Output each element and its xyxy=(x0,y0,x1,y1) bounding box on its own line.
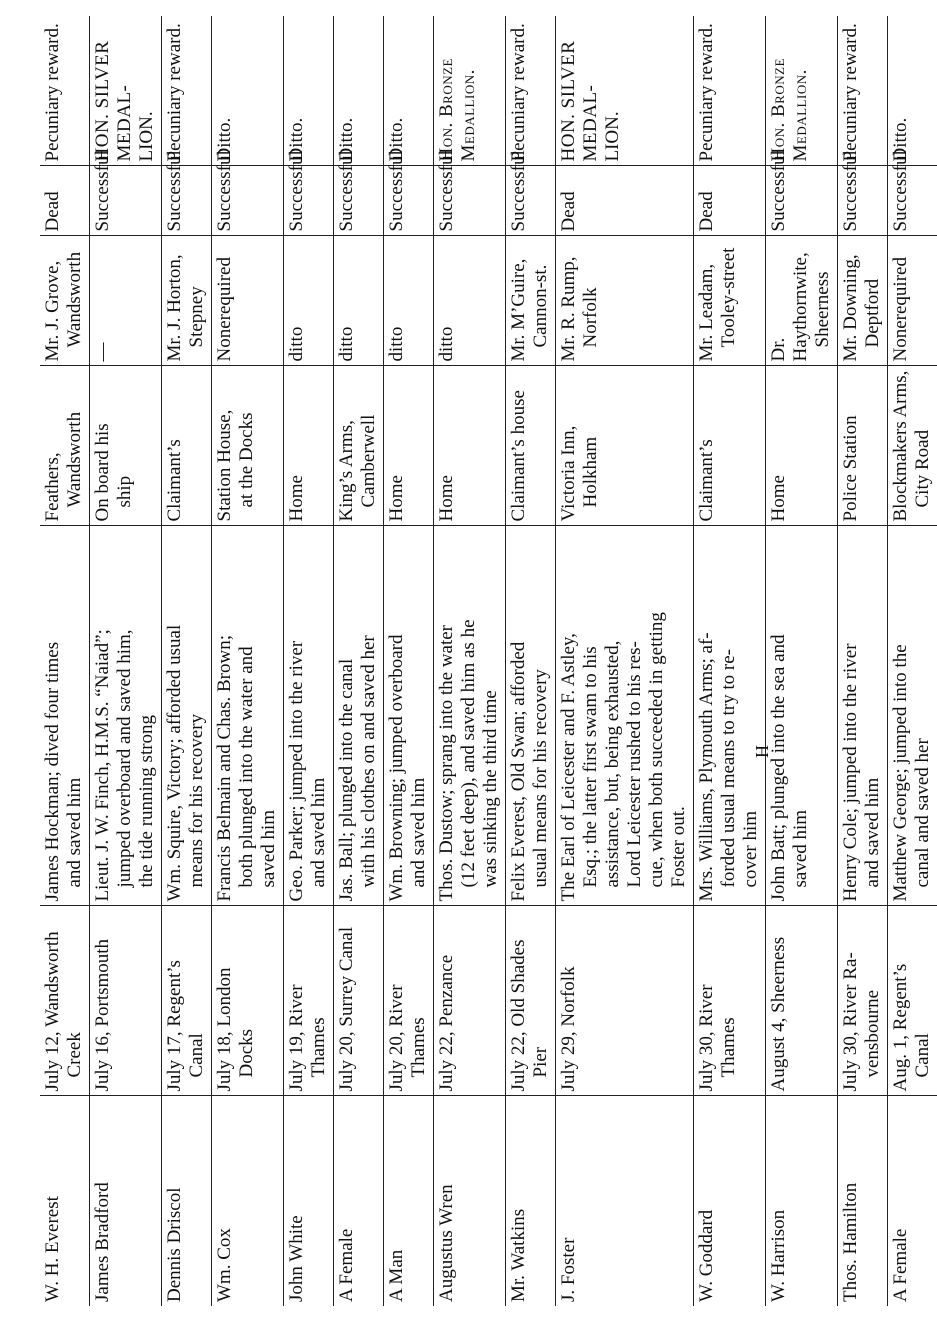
date-place-cell xyxy=(384,906,434,1096)
witness-cell xyxy=(556,236,694,366)
cell-line: Mr. J. Horton, xyxy=(164,254,185,362)
witness-cell xyxy=(384,236,434,366)
cell-line: Station House, xyxy=(214,409,235,522)
date-place-cell xyxy=(766,906,838,1096)
rescued-name-cell xyxy=(334,1096,384,1306)
cell-line: Wandsworth xyxy=(64,251,85,348)
cell-line: Ditto. xyxy=(336,117,357,162)
cell-text: Dennis Driscol xyxy=(164,1187,185,1302)
cell-line: ditto xyxy=(436,326,457,362)
cell-line: cue, when both succeeded in getting xyxy=(646,612,667,888)
result-cell xyxy=(766,150,838,236)
cell-line: Wm. Browning; jumped overboard xyxy=(386,634,407,902)
cell-line: Claimant’s xyxy=(164,439,185,522)
witness-cell xyxy=(284,236,334,366)
award-cell xyxy=(334,16,384,166)
witness-cell xyxy=(434,236,506,366)
cell-line: Hon. Bronze Medallion. xyxy=(436,58,479,162)
cell-line: Deptford xyxy=(862,278,883,348)
cell-line: vensbourne xyxy=(862,989,883,1078)
result-cell xyxy=(838,150,888,236)
cell-line: July 12, Wandsworth xyxy=(42,931,63,1092)
cell-line: Mr. R. Rump, xyxy=(558,256,579,362)
cell-line: Felix Everest, Old Swan; afforded xyxy=(508,641,529,902)
cell-line: Nonerequired xyxy=(214,257,235,362)
result-cell xyxy=(212,150,284,236)
cell-line: Mr. M’Guire, xyxy=(508,258,529,362)
cell-line: HON. SILVER MEDAL- xyxy=(92,40,135,162)
cell-text: W. Goddard xyxy=(696,1209,717,1302)
date-place-cell xyxy=(284,906,334,1096)
cell-line: Lieut. J. W. Finch, H.M.S. “Naiad”; xyxy=(92,629,113,902)
cell-line: and saved him xyxy=(308,777,329,888)
cell-line: Aug. 1, Regent’s xyxy=(890,963,911,1092)
cell-text: Wm. Cox xyxy=(214,1228,235,1302)
cell-line: canal and saved her xyxy=(912,738,933,888)
cell-line: July 18, London xyxy=(214,967,235,1092)
rescued-name-cell xyxy=(212,1096,284,1306)
cell-line: Dr. Haythornwite, xyxy=(768,252,811,362)
cell-line: July 29, Norfolk xyxy=(558,966,579,1092)
cell-line: assistance, but, being exhausted, xyxy=(602,640,623,888)
cell-line: Francis Belmain and Chas. Brown; xyxy=(214,635,235,902)
cell-text: Successful xyxy=(436,150,457,232)
table-row xyxy=(384,16,434,1306)
rescuer-description-cell xyxy=(384,526,434,906)
residence-cell xyxy=(434,366,506,526)
cell-line: Blockmakers Arms, xyxy=(890,370,911,522)
residence-cell xyxy=(556,366,694,526)
date-place-cell xyxy=(40,906,90,1096)
table-row xyxy=(90,16,162,1306)
cell-line: jumped overboard and saved him, xyxy=(114,629,135,888)
award-cell xyxy=(162,16,212,166)
witness-cell xyxy=(40,236,90,366)
witness-cell xyxy=(506,236,556,366)
cell-line: ship xyxy=(114,475,135,508)
residence-cell xyxy=(384,366,434,526)
cell-text: James Bradford xyxy=(92,1182,113,1302)
cell-text: A Female xyxy=(890,1228,911,1302)
cell-text: Mr. Watkins xyxy=(508,1208,529,1302)
table-row xyxy=(694,16,766,1306)
cell-line: July 30, River xyxy=(696,984,717,1092)
cell-line: Victoria Inn, xyxy=(558,425,579,522)
cell-line: Henry Cole; jumped into the river xyxy=(840,643,861,902)
cell-line: saved him xyxy=(258,809,279,888)
cell-line: Claimant’s xyxy=(696,439,717,522)
result-cell xyxy=(40,166,90,236)
cell-text: Successful xyxy=(386,150,407,232)
rescuer-description-cell xyxy=(284,526,334,906)
cell-line: Holkham xyxy=(580,436,601,508)
award-cell xyxy=(838,16,888,166)
rescued-name-cell xyxy=(284,1096,334,1306)
result-cell xyxy=(334,150,384,236)
award-cell xyxy=(434,16,506,166)
cell-line: ditto xyxy=(336,326,357,362)
cell-line: Home xyxy=(436,475,457,522)
cell-line: Pecuniary reward. xyxy=(696,23,717,162)
cell-line: Pecuniary reward. xyxy=(508,23,529,162)
cell-line: July 20, Surrey Canal xyxy=(336,926,357,1092)
cell-line: Pecuniary reward. xyxy=(42,23,63,162)
cell-line: Canal xyxy=(186,1033,207,1078)
cell-line: was sinking the third time xyxy=(480,690,501,888)
cell-line: Police Station xyxy=(840,415,861,522)
cell-line: Home xyxy=(768,475,789,522)
cell-line: Home xyxy=(286,475,307,522)
cell-line: Docks xyxy=(236,1028,257,1078)
witness-cell xyxy=(212,236,284,366)
cell-line: ditto xyxy=(386,326,407,362)
witness-cell xyxy=(694,236,766,366)
rescuer-description-cell xyxy=(506,526,556,906)
table-row xyxy=(766,16,838,1306)
cell-line: Ditto. xyxy=(890,117,911,162)
table-row xyxy=(40,16,90,1306)
cell-line: July 20, River xyxy=(386,984,407,1092)
cell-text: Successful xyxy=(286,150,307,232)
cell-line: August 4, Sheerness xyxy=(768,936,789,1092)
cell-line: Stepney xyxy=(186,286,207,348)
cell-line: Tooley-street xyxy=(718,247,739,348)
cell-text: John White xyxy=(286,1215,307,1302)
witness-cell xyxy=(766,236,838,366)
cell-line: On board his xyxy=(92,423,113,522)
awards-table xyxy=(40,16,937,1306)
cell-line: and saved him xyxy=(408,777,429,888)
cell-line: July 17, Regent’s xyxy=(164,960,185,1092)
cell-line: Cannon-st. xyxy=(530,264,551,348)
rescued-name-cell xyxy=(434,1096,506,1306)
table-row xyxy=(888,16,937,1306)
date-place-cell xyxy=(434,906,506,1096)
result-cell xyxy=(162,150,212,236)
cell-text: Successful xyxy=(164,150,185,232)
cell-line: Wm. Squire, Victory; afforded usual xyxy=(164,624,185,902)
residence-cell xyxy=(766,366,838,526)
cell-line: at the Docks xyxy=(236,412,257,508)
cell-line: Thames xyxy=(718,1017,739,1078)
award-cell xyxy=(90,16,162,166)
cell-line: Camberwell xyxy=(358,414,379,508)
cell-line: cover him xyxy=(740,810,761,888)
table-row xyxy=(506,16,556,1306)
rescued-name-cell xyxy=(90,1096,162,1306)
residence-cell xyxy=(694,366,766,526)
cell-text: A Man xyxy=(386,1249,407,1302)
date-place-cell xyxy=(838,906,888,1096)
rescued-name-cell xyxy=(40,1096,90,1306)
award-cell xyxy=(888,16,937,166)
cell-line: Ditto. xyxy=(286,117,307,162)
rescued-name-cell xyxy=(556,1096,694,1306)
cell-line: (12 feet deep), and saved him as he xyxy=(458,619,479,888)
rescuer-description-cell xyxy=(40,526,90,906)
page-signature: H xyxy=(752,745,772,758)
rescued-name-cell xyxy=(384,1096,434,1306)
result-cell xyxy=(888,150,937,236)
award-cell xyxy=(284,16,334,166)
cell-line: Mr. Leadam, xyxy=(696,263,717,362)
cell-line: James Hockman; dived four times xyxy=(42,641,63,902)
rescuer-description-cell xyxy=(90,526,162,906)
cell-line: usual means for his recovery xyxy=(530,669,551,888)
cell-line: Canal xyxy=(912,1033,933,1078)
cell-line: means for his recovery xyxy=(186,713,207,888)
cell-line: Sheerness xyxy=(812,271,833,348)
cell-line: Home xyxy=(386,475,407,522)
cell-line: and saved him xyxy=(862,777,883,888)
date-place-cell xyxy=(556,906,694,1096)
cell-line: King’s Arms, xyxy=(336,420,357,522)
witness-cell xyxy=(90,236,162,366)
cell-text: W. Harrison xyxy=(768,1209,789,1302)
rescued-name-cell xyxy=(888,1096,937,1306)
award-cell xyxy=(506,16,556,166)
rescuer-description-cell xyxy=(334,526,384,906)
table-row xyxy=(162,16,212,1306)
cell-line: July 22, Old Shades xyxy=(508,939,529,1092)
witness-cell xyxy=(162,236,212,366)
cell-line: HON. SILVER MEDAL- xyxy=(558,40,601,162)
residence-cell xyxy=(284,366,334,526)
rescuer-description-cell xyxy=(434,526,506,906)
rescuer-description-cell xyxy=(888,526,937,906)
cell-text: Successful xyxy=(840,150,861,232)
award-cell xyxy=(40,16,90,166)
cell-line: Foster out. xyxy=(668,806,689,888)
cell-line: Nonerequired xyxy=(890,257,911,362)
residence-cell xyxy=(334,366,384,526)
result-cell xyxy=(506,150,556,236)
rescued-name-cell xyxy=(506,1096,556,1306)
cell-text: Augustus Wren xyxy=(436,1184,457,1302)
rescuer-description-cell xyxy=(694,526,766,906)
cell-line: Jas. Ball; plunged into the canal xyxy=(336,658,357,902)
cell-line: both plunged into the water and xyxy=(236,646,257,888)
table-row xyxy=(284,16,334,1306)
residence-cell xyxy=(40,366,90,526)
cell-text: Dead xyxy=(558,191,579,232)
cell-line: July 16, Portsmouth xyxy=(92,938,113,1092)
rescuer-description-cell xyxy=(556,526,694,906)
cell-line: LION. xyxy=(136,111,157,162)
cell-line: City Road xyxy=(912,429,933,508)
date-place-cell xyxy=(212,906,284,1096)
cell-text: Successful xyxy=(768,150,789,232)
cell-text: Dead xyxy=(696,191,717,232)
table-row xyxy=(838,16,888,1306)
rescuer-description-cell xyxy=(212,526,284,906)
residence-cell xyxy=(888,366,937,526)
witness-cell xyxy=(838,236,888,366)
rescued-name-cell xyxy=(838,1096,888,1306)
cell-text: Successful xyxy=(92,150,113,232)
cell-line: Matthew George; jumped into the xyxy=(890,644,911,902)
cell-line: Pecuniary reward. xyxy=(164,23,185,162)
cell-line: Ditto. xyxy=(214,117,235,162)
cell-text: Successful xyxy=(336,150,357,232)
result-cell xyxy=(434,150,506,236)
cell-line: Mr. J. Grove, xyxy=(42,260,63,362)
cell-line: Lord Leicester rushed to his res- xyxy=(624,641,645,888)
cell-line: The Earl of Leicester and F. Astley, xyxy=(558,633,579,902)
cell-line: Thames xyxy=(408,1017,429,1078)
cell-line: Pier xyxy=(530,1046,551,1078)
cell-line: Feathers, xyxy=(42,452,63,522)
residence-cell xyxy=(90,366,162,526)
date-place-cell xyxy=(888,906,937,1096)
award-cell xyxy=(212,16,284,166)
table-row xyxy=(556,16,694,1306)
residence-cell xyxy=(506,366,556,526)
residence-cell xyxy=(838,366,888,526)
award-cell xyxy=(694,16,766,166)
award-cell xyxy=(766,16,838,166)
result-cell xyxy=(556,166,694,236)
cell-line: forded usual means to try to re- xyxy=(718,649,739,888)
cell-line: Thames xyxy=(308,1017,329,1078)
rescuer-description-cell xyxy=(838,526,888,906)
award-cell xyxy=(556,16,694,166)
result-cell xyxy=(90,150,162,236)
cell-text: A Female xyxy=(336,1228,357,1302)
table-row xyxy=(334,16,384,1306)
cell-line: Ditto. xyxy=(386,117,407,162)
cell-line: July 30, River Ra- xyxy=(840,952,861,1092)
cell-line: and saved him xyxy=(64,777,85,888)
cell-line: July 19, River xyxy=(286,984,307,1092)
date-place-cell xyxy=(506,906,556,1096)
cell-line: the tide running strong xyxy=(136,714,157,888)
result-cell xyxy=(384,150,434,236)
cell-line: with his clothes on and saved her xyxy=(358,635,379,888)
residence-cell xyxy=(162,366,212,526)
cell-line: Norfolk xyxy=(580,287,601,348)
result-cell xyxy=(284,150,334,236)
cell-line: Mr. Downing, xyxy=(840,254,861,362)
date-place-cell xyxy=(694,906,766,1096)
cell-line: ditto xyxy=(286,326,307,362)
cell-line: — xyxy=(92,342,113,362)
date-place-cell xyxy=(90,906,162,1096)
witness-cell xyxy=(888,236,937,366)
cell-line: Hon. Bronze Medallion. xyxy=(768,58,811,162)
cell-line: Creek xyxy=(64,1032,85,1078)
cell-text: Successful xyxy=(890,150,911,232)
date-place-cell xyxy=(162,906,212,1096)
cell-text: Dead xyxy=(42,191,63,232)
cell-text: Successful xyxy=(508,150,529,232)
cell-line: Thos. Dustow; sprang into the water xyxy=(436,624,457,902)
residence-cell xyxy=(212,366,284,526)
cell-text: W. H. Everest xyxy=(42,1196,63,1302)
cell-text: Successful xyxy=(214,150,235,232)
rescued-name-cell xyxy=(766,1096,838,1306)
result-cell xyxy=(694,166,766,236)
cell-text: J. Foster xyxy=(558,1237,579,1302)
cell-line: July 22, Penzance xyxy=(436,954,457,1092)
cell-line: Geo. Parker; jumped into the river xyxy=(286,640,307,902)
cell-line: John Batt; plunged into the sea and xyxy=(768,634,789,902)
witness-cell xyxy=(334,236,384,366)
cell-line: Claimant’s house xyxy=(508,390,529,522)
table-row xyxy=(212,16,284,1306)
award-cell xyxy=(384,16,434,166)
rescued-name-cell xyxy=(162,1096,212,1306)
cell-line: Wandsworth xyxy=(64,411,85,508)
cell-line: Pecuniary reward. xyxy=(840,23,861,162)
cell-line: saved him xyxy=(790,809,811,888)
cell-text: Thos. Hamilton xyxy=(840,1182,861,1302)
rescued-name-cell xyxy=(694,1096,766,1306)
rescuer-description-cell xyxy=(162,526,212,906)
cell-line: Mrs. Williams, Plymouth Arms; af- xyxy=(696,632,717,902)
cell-line: LION. xyxy=(602,111,623,162)
cell-line: Esq.; the latter first swam to his xyxy=(580,646,601,888)
date-place-cell xyxy=(334,906,384,1096)
rescuer-description-cell xyxy=(766,526,838,906)
table-row xyxy=(434,16,506,1306)
